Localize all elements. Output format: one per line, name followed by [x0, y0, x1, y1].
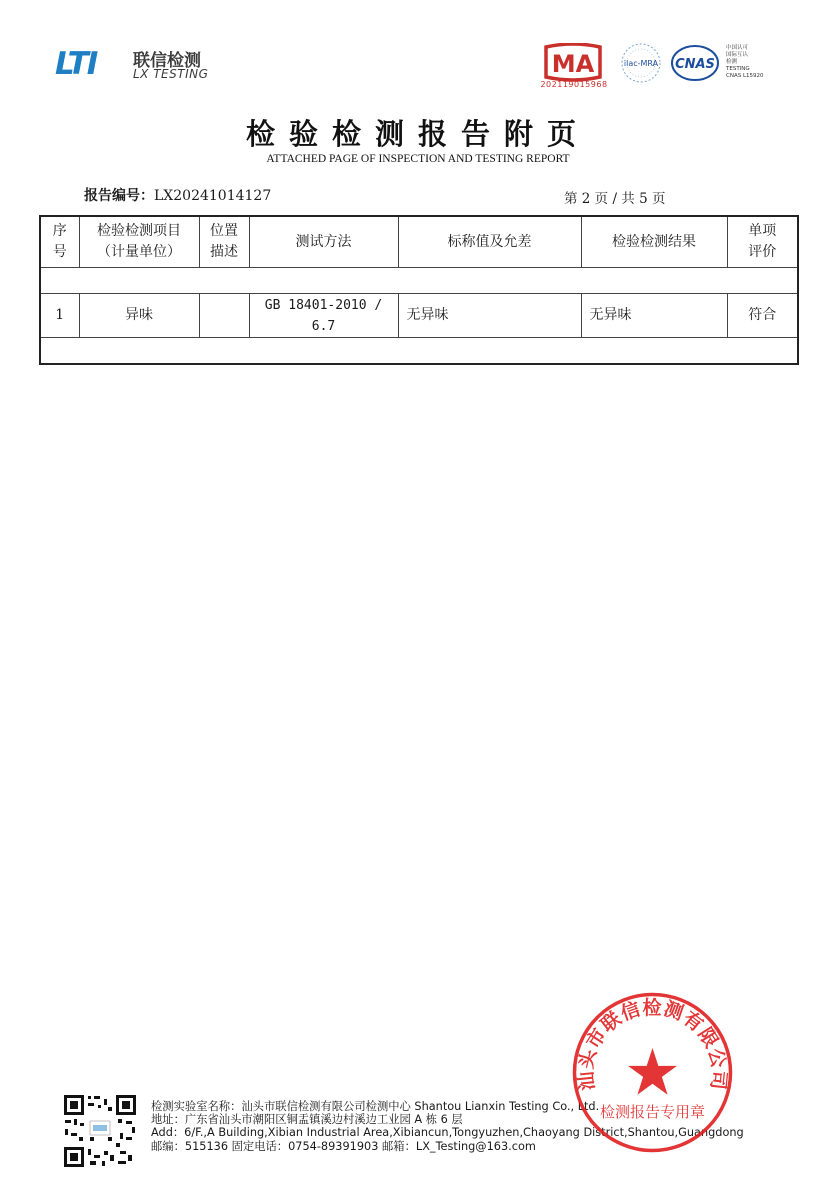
stamp-arc-text: 汕头市联信检测有限公司: [574, 996, 731, 1092]
report-number-value: LX20241014127: [154, 188, 272, 204]
cma-number: 202119015968: [540, 80, 608, 89]
header-cell-no: 序 号: [40, 216, 79, 268]
certification-marks: [538, 40, 788, 96]
cell-no: 1: [40, 294, 79, 338]
footer-contact-info: 邮编：515136 固定电话：0754-89391903 邮箱：LX_Testing@163.com: [151, 1139, 536, 1153]
table-header-row: [40, 216, 798, 268]
footer-address-en: Add：6/F.,A Building,Xibian Industrial Area,Xibiancun,Tongyuzhen,Chaoyang District,Shantou,Guangdong: [151, 1126, 744, 1140]
company-logo: [55, 44, 235, 84]
footer-address-cn: 地址：广东省汕头市潮阳区铜盂镇溪边村溪边工业园 A 栋 6 层: [151, 1113, 463, 1127]
header-cell-item: 检验检测项目 （计量单位）: [79, 216, 199, 268]
logo-english-name: LX TESTING: [133, 67, 209, 81]
spacer-cell: [40, 268, 798, 294]
cell-location: [199, 294, 249, 338]
page-title-english: ATTACHED PAGE OF INSPECTION AND TESTING REPORT: [266, 153, 570, 165]
footer-lab-name: 检测实验室名称：汕头市联信检测有限公司检测中心 Shantou Lianxin Testing Co., Ltd.: [151, 1100, 600, 1113]
stamp-bottom-text: 检测报告专用章: [599, 1103, 706, 1121]
cnas-accreditation-text: 中国认可 国际互认 检测 TESTING CNAS L15920: [726, 45, 764, 79]
cma-text: MA: [551, 50, 595, 78]
cnas-text: CNAS: [675, 57, 715, 72]
cell-evaluation: 符合: [727, 294, 798, 338]
report-number-label: 报告编号：: [84, 188, 154, 204]
ilac-text: ilac-MRA: [623, 59, 659, 68]
logo-chinese-name: 联信检测: [133, 51, 201, 71]
page-title: 检验检测报告附页: [245, 117, 590, 151]
ilac-mra-logo-icon: [620, 42, 662, 84]
header-cell-method: 测试方法: [249, 216, 398, 268]
logo-mark: LTI: [55, 46, 97, 82]
page-indicator: 第 2 页 / 共 5 页: [564, 191, 666, 207]
table-spacer-row: [40, 338, 798, 365]
header-cell-nominal: 标称值及允差: [398, 216, 581, 268]
table-row: [40, 294, 798, 338]
header-cell-result: 检验检测结果: [581, 216, 727, 268]
spacer-cell: [40, 338, 798, 365]
header-cell-evaluation: 单项 评价: [727, 216, 798, 268]
header-cell-location: 位置 描述: [199, 216, 249, 268]
qr-code-icon: [62, 1093, 138, 1169]
cell-item: 异味: [79, 294, 199, 338]
results-table: [39, 215, 799, 365]
cell-method: GB 18401-2010 / 6.7: [249, 294, 398, 338]
company-seal-stamp-icon: [570, 990, 735, 1155]
report-number: [84, 185, 271, 205]
table-spacer-row: [40, 268, 798, 294]
cnas-logo-icon: [670, 44, 720, 82]
cell-nominal: 无异味: [398, 294, 581, 338]
cma-logo-icon: [540, 43, 606, 83]
cell-result: 无异味: [581, 294, 727, 338]
